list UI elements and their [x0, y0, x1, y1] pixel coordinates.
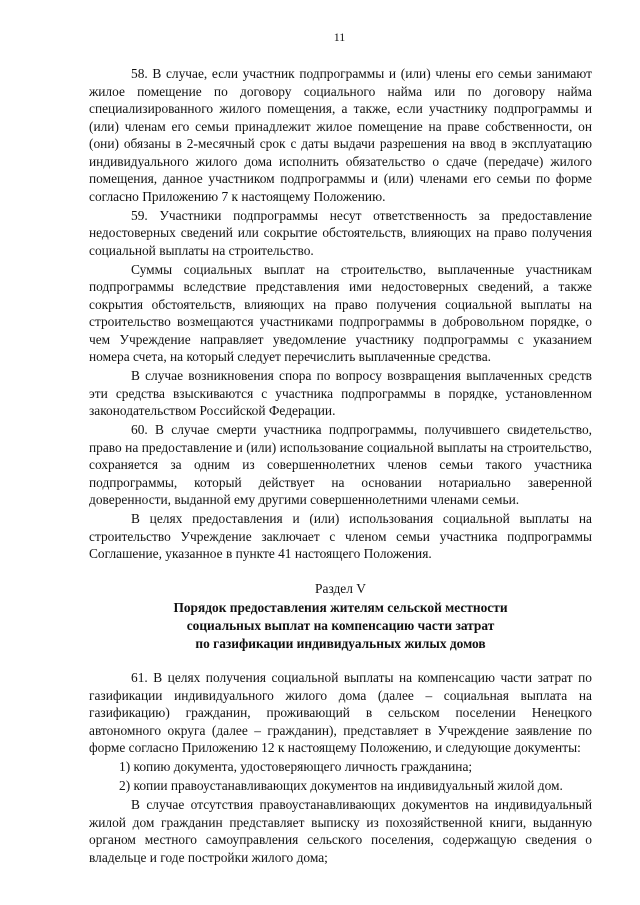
section-title-line-1: Порядок предоставления жителям сельской местности [173, 600, 508, 615]
list-item-1: 1) копию документа, удостоверяющего личность гражданина; [119, 759, 473, 774]
section-title-line-3: по газификации индивидуальных жилых домов [195, 636, 486, 651]
list-item-2: 2) копии правоустанавливающих документов на индивидуальный жилой дом. [119, 778, 563, 793]
paragraph-61: 61. В целях получения социальной выплаты на компенсацию части затрат по газификации индивидуального жилого дома (далее – социальная выплата на газификацию) гражданин, проживающий в сельском поселении Ненецкого автономного округа (далее – гражданин), представляет в Учреждение заявление по форме согласно Приложению 12 к настоящему Положению, и следующие документы: [89, 670, 592, 755]
paragraph-60: 60. В случае смерти участника подпрограммы, получившего свидетельство, право на предоставление и (или) использование социальной выплаты на строительство, сохраняется за одним из совершеннолетних членов семьи такого участника подпрограммы, который действует на основании нотариально заверенной доверенности, выданной ему другими совершеннолетними членами семьи. [89, 422, 592, 507]
paragraph-no-documents: В случае отсутствия правоустанавливающих документов на индивидуальный жилой дом гражданин представляет выписку из похозяйственной книги, выданную органом местного самоуправления сельского поселения, содержащую сведения о владельце и годе постройки жилого дома; [89, 797, 592, 865]
paragraph-59: 59. Участники подпрограммы несут ответственность за предоставление недостоверных сведений или сокрытие обстоятельств, влияющих на право получения социальной выплаты на строительство. [89, 207, 592, 258]
section-heading [89, 580, 592, 654]
document-page [89, 30, 592, 868]
paragraph-agreement: В целях предоставления и (или) использования социальной выплаты на строительство Учреждение заключает с членом семьи участника подпрограммы Соглашение, указанное в пункте 41 настоящего Положения. [89, 511, 592, 561]
section-label: Раздел V [315, 580, 366, 596]
paragraph-58: 58. В случае, если участник подпрограммы и (или) члены его семьи занимают жилое помещение по договору социального найма или по договору найма специализированного жилого помещения, а также, если участнику подпрограммы и (или) членам его семьи принадлежит жилое помещение на праве собственности, он (они) обязаны в 2-месячный срок с даты выдачи разрешения на ввод в эксплуатацию индивидуального жилого дома исполнить обязательство о сдаче (передаче) жилого помещения, данное участником подпрограммы и (или) членами его семьи по форме согласно Приложению 7 к настоящему Положению. [89, 66, 592, 204]
paragraph-sums-refund: Суммы социальных выплат на строительство, выплаченные участникам подпрограммы вследствие представления ими недостоверных сведений, а также сокрытия обстоятельств, влияющих на право получения социальной выплаты на строительство возмещаются участниками подпрограммы в добровольном порядке, о чем Учреждение направляет уведомление участнику подпрограммы с указанием номера счета, на который следует перечислить выплаченные средства. [89, 261, 592, 364]
section-title-line-2: социальных выплат на компенсацию части затрат [186, 618, 495, 633]
page-number: 11 [333, 30, 346, 44]
paragraph-dispute: В случае возникновения спора по вопросу возвращения выплаченных средств эти средства взыскиваются с участника подпрограммы в порядке, установленном законодательством Российской Федерации. [89, 368, 592, 418]
